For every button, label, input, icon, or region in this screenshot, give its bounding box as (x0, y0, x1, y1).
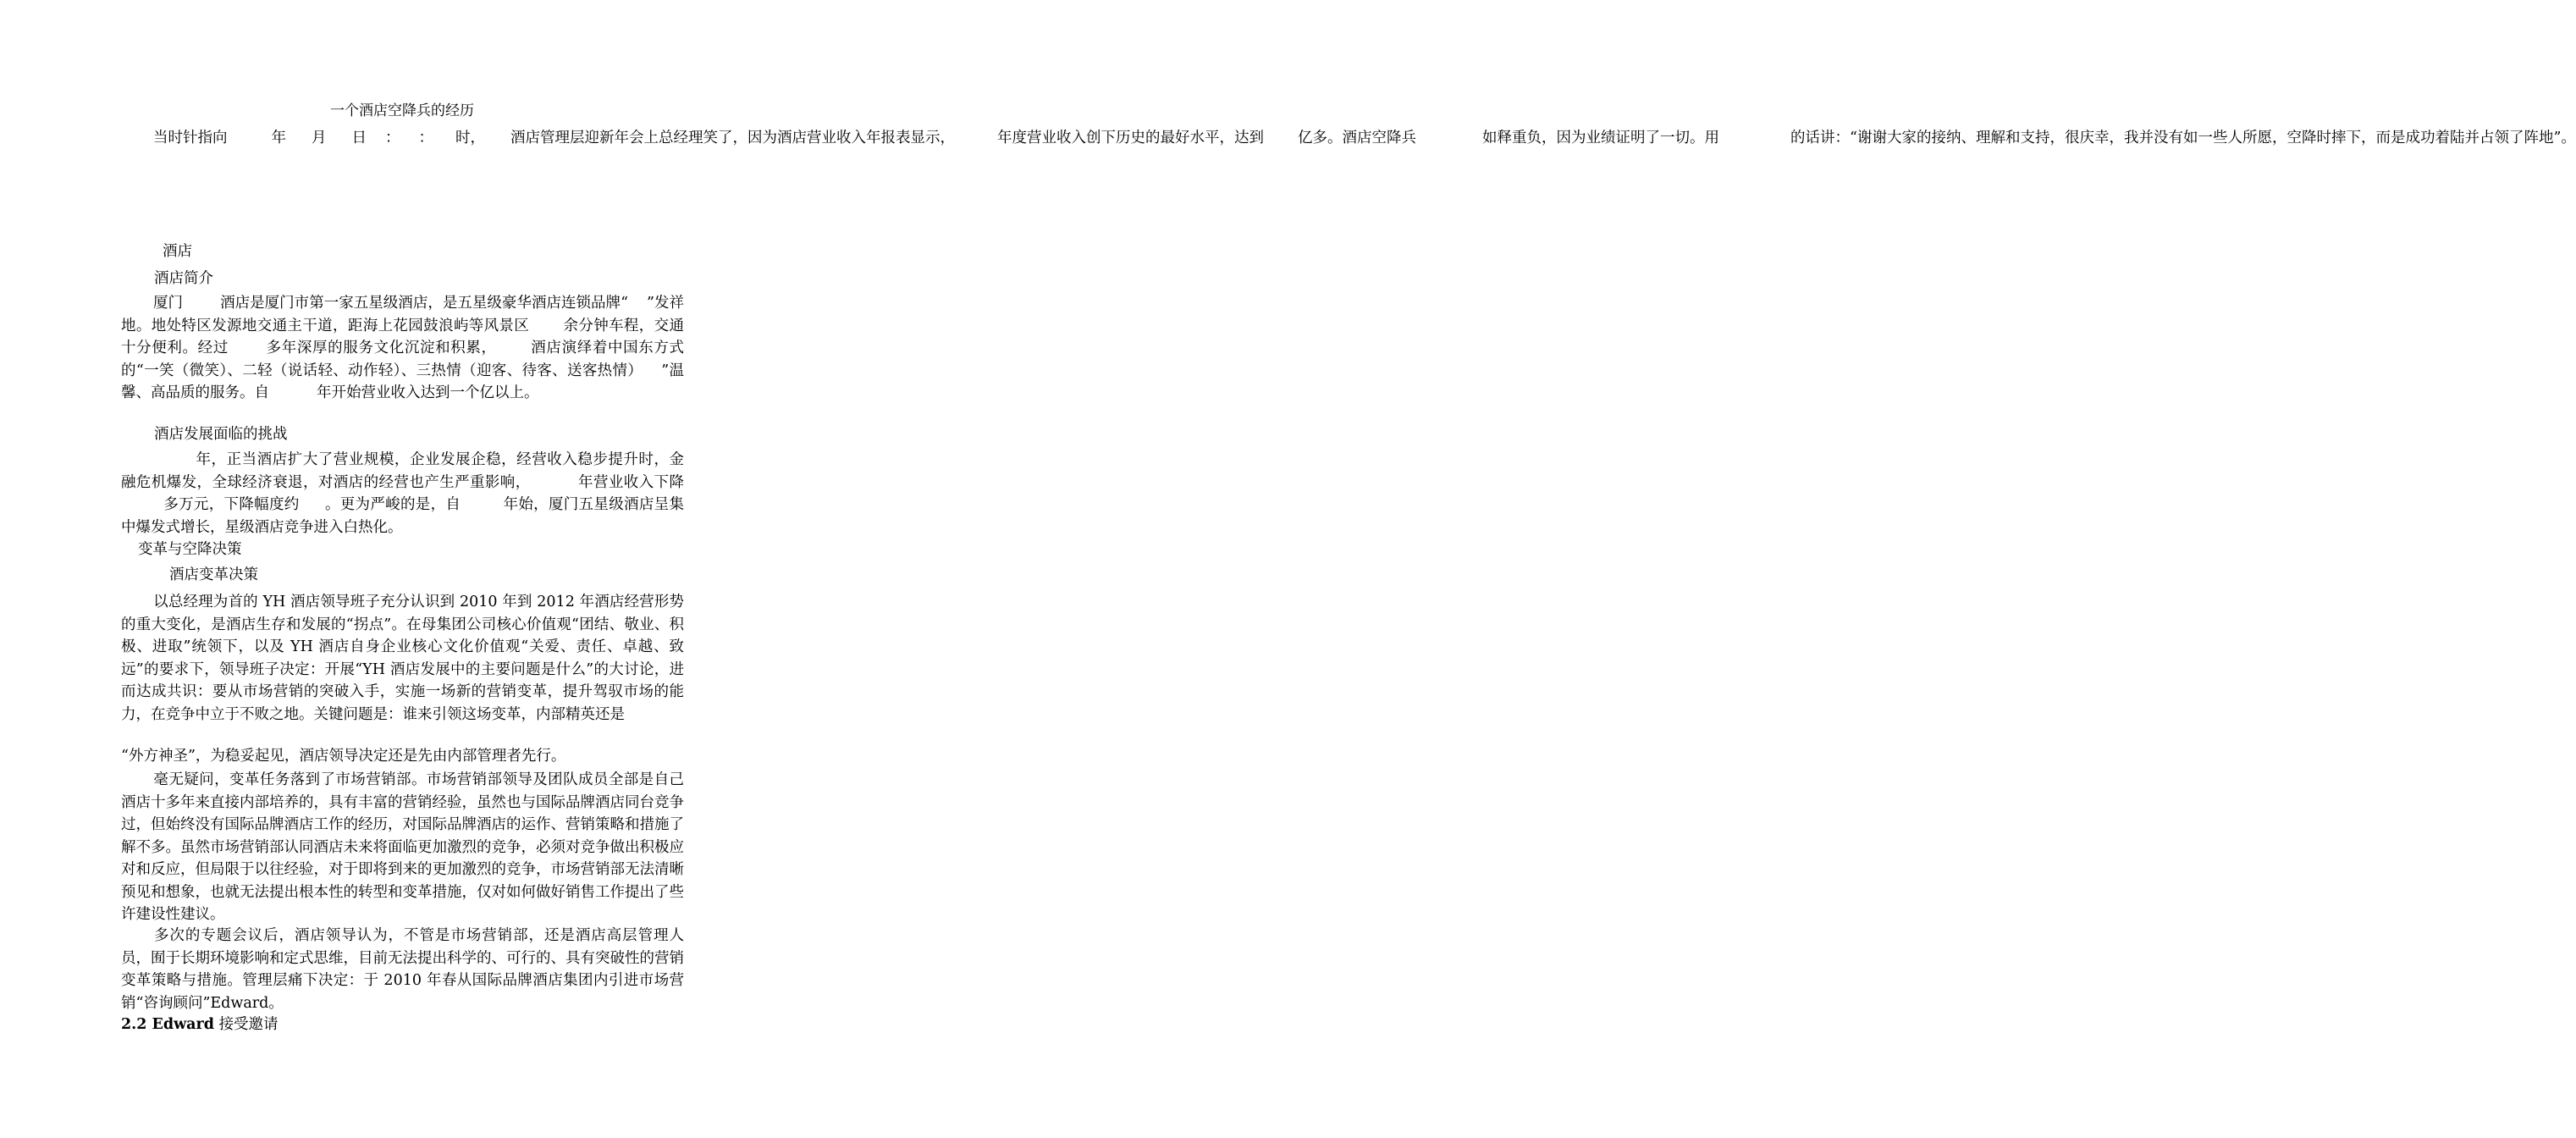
text-run: 月 (312, 130, 327, 146)
text-run: 多次的专题会议后，酒店领导认为，不管是市场营销部，还是酒店高层管理人员，囿于长期环境影响和定式思维，目前无法提出科学的、可行的、具有突破性的营销变革策略与措施。管理层痛下决定：于 2010 年春从国际品牌酒店集团内引进市场营销“咨询顾问”Edward。 (121, 927, 684, 1012)
text-run: 如释重负，因为业绩证明了一切。用 (1482, 130, 1719, 146)
text-run: 年度营业收入创下历史的最好水平，达到 (997, 130, 1264, 146)
document-title: 一个酒店空降兵的经历 (330, 102, 474, 119)
text-run: 年营业收入下降 (577, 473, 685, 491)
paragraph-leadership-decision (121, 591, 684, 726)
text-run: 年始，厦门五星级酒店呈集中爆发式增长，星级酒店竞争进入白热化。 (121, 496, 684, 536)
text-run: 酒店是厦门市第一家五星级酒店，是五星级豪华酒店连锁品牌“ (220, 295, 629, 312)
heading-reform-decision: 酒店变革决策 (169, 566, 258, 583)
text-run: 多万元，下降幅度约 (163, 496, 300, 513)
text-run: 日 (351, 130, 367, 146)
heading-reform: 变革与空降决策 (138, 541, 242, 558)
text-run: 厦门 (153, 295, 184, 312)
paragraph-new-year (121, 127, 2576, 150)
text-run: 。更为严峻的是，自 (324, 496, 461, 513)
text-run: 的话讲：“谢谢大家的接纳、理解和支持，很庆幸，我并没有如一些人所愿，空降时摔下，而是成功着陆并占领了阵地”。 (1790, 130, 2576, 146)
text-run: 余分钟车程，交通十分便利。经过 (121, 317, 684, 356)
heading-hotel: 酒店 (163, 243, 192, 260)
text-run: 亿多。酒店空降兵 (1298, 130, 1416, 146)
paragraph-consultant (121, 925, 684, 1014)
paragraph-marketing-dept (121, 769, 684, 926)
paragraph-challenges (121, 449, 684, 539)
text-run: 毫无疑问，变革任务落到了市场营销部。市场营销部领导及团队成员全部是自己酒店十多年来直接内部培养的，具有丰富的营销经验，虽然也与国际品牌酒店同台竞争过，但始终没有国际品牌酒店工作的经历，对国际品牌酒店的运作、营销策略和措施了解不多。虽然市场营销部认同酒店未来将面临更加激烈的竞争，必须对竞争做出积极应对和反应，但局限于以往经验，对于即将到来的更加激烈的竞争，市场营销部无法清晰预见和想象，也就无法提出根本性的转型和变革措施，仅对如何做好销售工作提出了些许建设性建议。 (121, 771, 684, 923)
text-run: 多年深厚的服务文化沉淀和积累， (265, 340, 497, 356)
text-run: 时， (455, 130, 485, 146)
text-run: ”发祥地。地处特区发源地交通主干道，距海上花园鼓浪屿等风景区 (121, 295, 684, 334)
text-run: 当时针指向 (153, 130, 228, 146)
text-run: 以总经理为首的 YH 酒店领导班子充分认识到 2010 年到 2012 年酒店经营形势的重大变化，是酒店生存和发展的“拐点”。在母集团公司核心价值观“团结、敬业、积极、进取”统领下，以及 YH 酒店自身企业核心文化价值观“关爱、责任、卓越、致远”的要求下，领导班子决定：开展“YH 酒店发展中的主要问题是什么”的大讨论，进而达成共识：要从市场营销的突破入手，实施一场新的营销变革，提升驾驭市场的能力，在竞争中立于不败之地。关键问题是：谁来引领这场变革，内部精英还是 (121, 594, 684, 723)
section-title: 接受邀请 (218, 1016, 279, 1033)
section-number: 2.2 Edward (121, 1016, 214, 1033)
text-run: 年 (271, 130, 286, 146)
text-run: 酒店管理层迎新年会上总经理笑了，因为酒店营业收入年报表显示， (510, 130, 955, 146)
paragraph-outsider: “外方神圣”，为稳妥起见，酒店领导决定还是先由内部管理者先行。 (121, 748, 566, 765)
text-run: 年开始营业收入达到一个亿以上。 (317, 384, 539, 401)
heading-challenges: 酒店发展面临的挑战 (154, 426, 288, 443)
paragraph-hotel-intro (121, 292, 684, 405)
text-run: ： (418, 130, 433, 146)
text-run: 酒店演绎着中国东方式的“一笑（微笑）、二轻（说话轻、动作轻）、三热情（迎客、待客、送客热情） (121, 340, 685, 379)
section-heading-2-2 (121, 1013, 279, 1034)
text-run: ”温馨、高品质的服务。自 (121, 362, 684, 401)
text-run: ： (385, 130, 400, 146)
heading-hotel-intro: 酒店简介 (154, 270, 213, 287)
text-run: 年，正当酒店扩大了营业规模，企业发展企稳，经营收入稳步提升时，金融危机爆发，全球经济衰退，对酒店的经营也产生严重影响， (121, 451, 684, 491)
